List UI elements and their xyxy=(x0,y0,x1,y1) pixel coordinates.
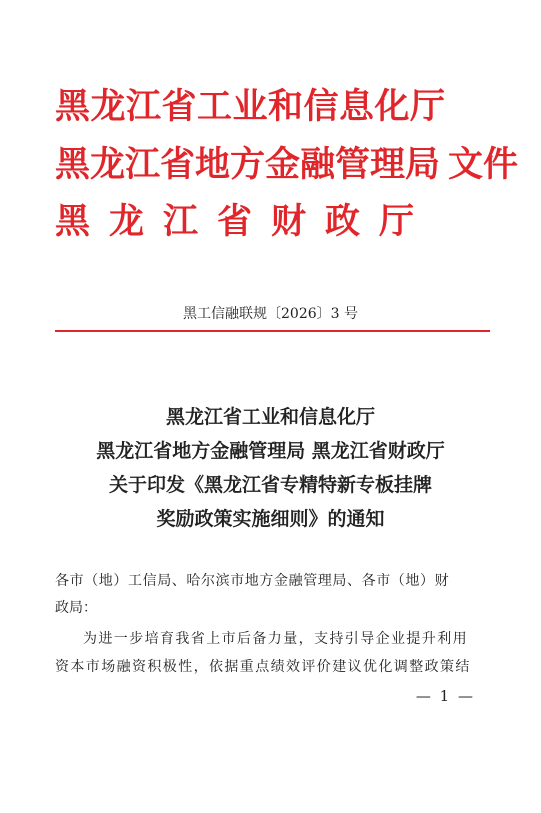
notice-title-line-3: 关于印发《黑龙江省专精特新专板挂牌 xyxy=(108,474,432,496)
document-number: 黑工信融联规〔2026〕3 号 xyxy=(183,306,358,322)
document-type-label: 文件 xyxy=(448,145,519,185)
salutation-line-1: 各市（地）工信局、哈尔滨市地方金融管理局、各市（地）财 xyxy=(55,573,450,589)
issuer-header-line-3: 黑龙江省财政厅 xyxy=(55,202,434,242)
paragraph-1-line-2: 资本市场融资积极性，依据重点绩效评价建议优化调整政策结 xyxy=(55,659,471,675)
salutation-line-2: 政局： xyxy=(55,600,97,616)
page-number: — 1 — xyxy=(415,687,475,705)
issuer-header-line-2-text: 黑龙江省地方金融管理局 xyxy=(55,145,441,185)
notice-title-line-4: 奖励政策实施细则》的通知 xyxy=(156,508,385,530)
issuer-header-line-1: 黑龙江省工业和信息化厅 xyxy=(55,87,446,127)
issuer-header-line-2 xyxy=(55,145,519,185)
paragraph-1-line-1: 为进一步培育我省上市后备力量，支持引导企业提升利用 xyxy=(83,631,468,647)
notice-title-line-1: 黑龙江省工业和信息化厅 xyxy=(165,406,375,428)
notice-title-line-2: 黑龙江省地方金融管理局 黑龙江省财政厅 xyxy=(96,440,445,462)
red-divider xyxy=(55,330,490,332)
